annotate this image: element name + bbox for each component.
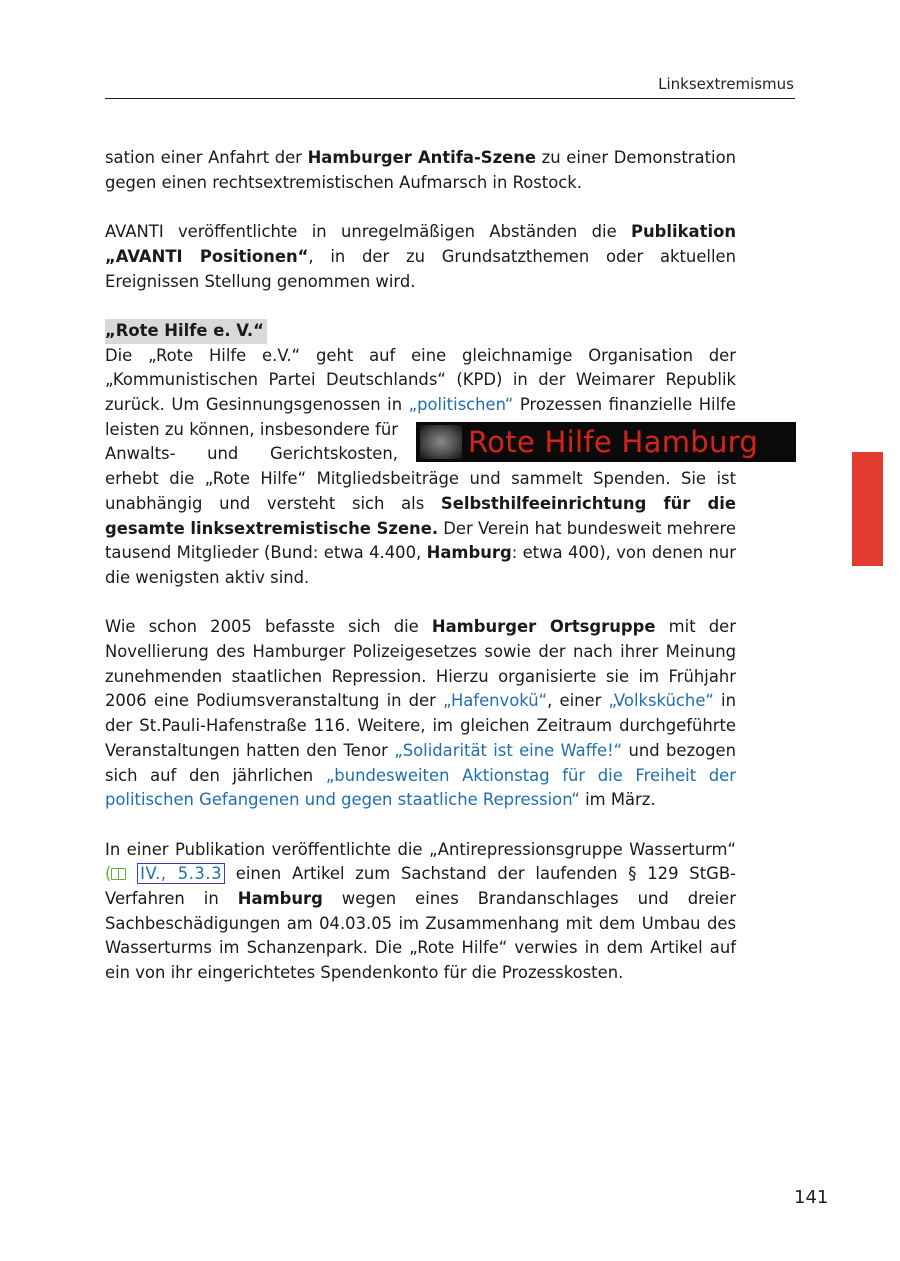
text: in der St.Pauli-Hafenstraße 116. Weitere, im gleichen Zeitraum durchgeführte Veranstaltungen hatten den Tenor <box>105 691 736 760</box>
text: einen Artikel zum Sachstand der laufenden § 129 StGB-Verfahren in <box>105 864 736 909</box>
paragraph-wasserturm <box>105 838 736 986</box>
paragraph-ortsgruppe <box>105 615 736 813</box>
text: zu einer Demonstration gegen einen rechtsextremistischen Aufmarsch in Rostock. <box>105 148 736 192</box>
text: Der Verein hat bundesweit mehrere tausend Mitglieder (Bund: etwa 4.400, <box>105 518 737 563</box>
logo-text: Rote Hilfe Hamburg <box>468 424 759 459</box>
text: mit der Novellierung des Hamburger Polizeigesetzes sowie der nach ihrer Meinung zunehmenden staatlichen Repression. Hierzu organisierte sie im Frühjahr 2006 eine Podiumsveranstaltung in der <box>105 617 736 711</box>
text: , einer <box>547 691 609 711</box>
text: wegen eines Brandanschlages und dreier Sachbeschädigungen am 04.03.05 im Zusammenhang mit dem Umbau des Wasserturms im Schanzenpark. Die „Rote Hilfe“ verwies in dem Artikel auf ein von ihr eingerichtetes Spendenkonto für die Prozesskosten. <box>105 889 736 983</box>
chapter-side-tab <box>852 452 883 566</box>
page-body <box>105 146 759 1011</box>
rote-hilfe-hamburg-logo <box>416 422 796 462</box>
bold-term: Selbsthilfeeinrichtung für die gesamte linksextremistische Szene. <box>105 493 736 538</box>
paragraph-antifa <box>105 146 736 195</box>
text: im März. <box>579 790 656 810</box>
text: und bezogen sich auf den jährlichen <box>105 740 736 785</box>
term-link: „Volksküche“ <box>608 691 714 711</box>
text: sation einer Anfahrt der <box>105 148 308 167</box>
fist-logo-icon <box>420 425 462 459</box>
bold-term: Hamburg <box>426 543 512 563</box>
reference-paren: ( <box>105 864 112 884</box>
section-rote-hilfe <box>105 319 759 591</box>
book-icon <box>111 868 126 880</box>
bold-term: Hamburger Ortsgruppe <box>431 617 656 637</box>
header-rule <box>105 98 795 99</box>
bold-term: Hamburger Antifa-Szene <box>307 148 537 167</box>
page-number: 141 <box>794 1187 829 1208</box>
bold-term: Hamburg <box>237 889 323 909</box>
bold-term: Publikation „AVANTI Positionen“ <box>105 222 736 266</box>
term-link: „bundesweiten Aktionstag für die Freiheit der politischen Gefangenen und gegen staatliche Repression“ <box>105 765 736 810</box>
text: , in der zu Grundsatzthemen oder aktuellen Ereignissen Stellung genommen wird. <box>105 246 736 291</box>
text: In einer Publikation veröffentlichte die „Antirepressionsgruppe Wasserturm“ <box>105 839 736 859</box>
text: Prozessen finanzielle Hilfe leisten zu können, insbesondere für Anwalts- und Gerichtskosten, erhebt die „Rote Hilfe“ Mitgliedsbeiträge und sammelt Spenden. Sie ist unabhängig und versteht sich als <box>105 395 736 513</box>
text: : etwa 400), von denen nur die wenigsten aktiv sind. <box>105 543 736 587</box>
text: Die „Rote Hilfe e.V.“ geht auf eine gleichnamige Organisation der „Kommunistischen Partei Deutschlands“ (KPD) in der Weimarer Republik zurück. Um Gesinnungsgenossen in <box>105 345 736 414</box>
text: AVANTI veröffentlichte in unregelmäßigen Abständen die <box>105 222 631 242</box>
text: Wie schon 2005 befasste sich die <box>105 617 432 637</box>
cross-reference-link[interactable]: IV., 5.3.3 <box>137 863 225 884</box>
term-link: „politischen“ <box>408 395 514 414</box>
term-link: „Solidarität ist eine Waffe!“ <box>394 740 623 760</box>
section-heading: „Rote Hilfe e. V.“ <box>105 319 267 344</box>
term-link: „Hafenvokü“ <box>443 691 548 711</box>
paragraph-avanti <box>105 220 736 294</box>
running-header: Linksextremismus <box>658 75 794 93</box>
